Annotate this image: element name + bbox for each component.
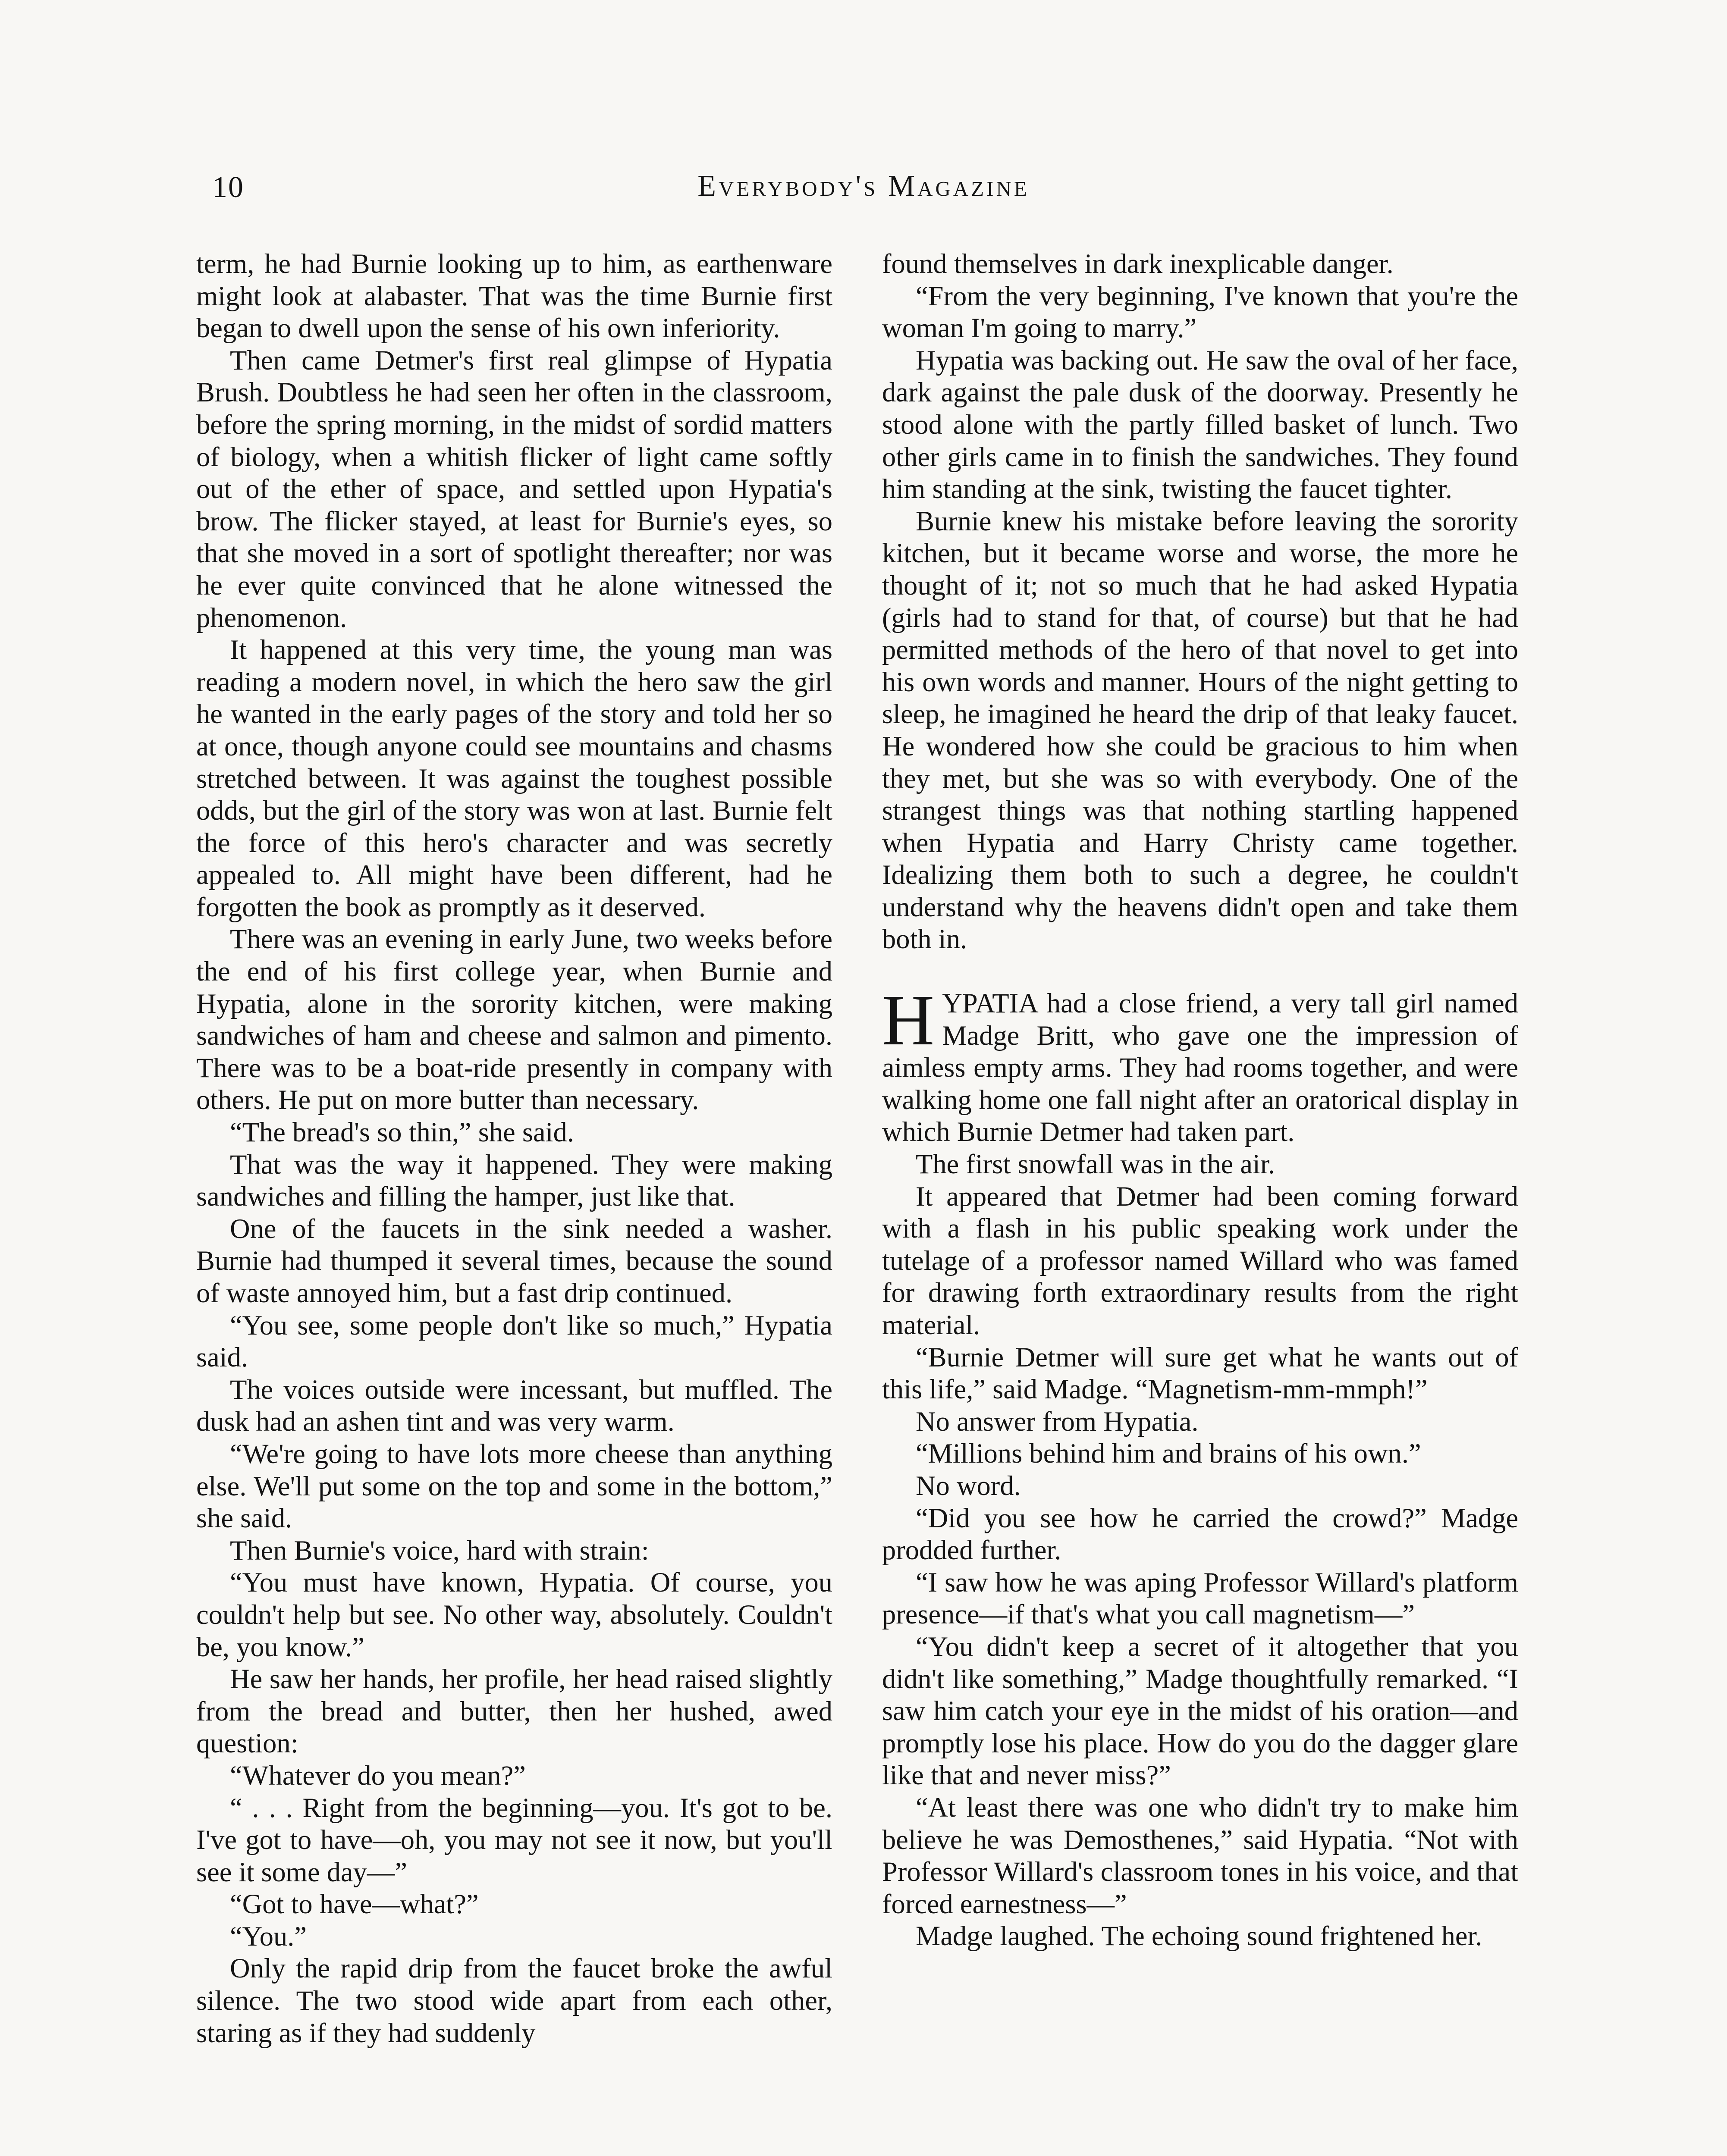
- running-head: Everybody's Magazine: [697, 169, 1030, 203]
- paragraph: “Did you see how he carried the crowd?” Madge prodded further.: [882, 1502, 1518, 1566]
- paragraph: “Millions behind him and brains of his own.”: [916, 1438, 1421, 1469]
- page-number: 10: [212, 171, 244, 204]
- paragraph: found themselves in dark inexplicable danger.: [882, 248, 1394, 279]
- right-column: [882, 248, 1518, 1952]
- section-opening-text: YPATIA had a close friend, a very tall girl named Madge Britt, who gave one the impression of aimless empty arms. They had rooms together, and were walking home one fall night after an oratorical display in which Burnie Detmer had taken part.: [882, 988, 1518, 1147]
- paragraph: That was the way it happened. They were making sandwiches and filling the hamper, just like that.: [196, 1149, 832, 1212]
- paragraph: “Whatever do you mean?”: [230, 1760, 526, 1791]
- left-column: [196, 248, 832, 2049]
- paragraph: “You.”: [230, 1921, 307, 1952]
- paragraph: “From the very beginning, I've known that you're the woman I'm going to marry.”: [882, 280, 1518, 344]
- paragraph: “You see, some people don't like so much,” Hypatia said.: [196, 1310, 832, 1373]
- paragraph: Then came Detmer's first real glimpse of Hypatia Brush. Doubtless he had seen her often in the classroom, before the spring morning, in the midst of sordid matters of biology, when a whitish flicker of light came softly out of the ether of space, and settled upon Hypatia's brow. The flicker stayed, at least for Burnie's eyes, so that she moved in a sort of spotlight thereafter; nor was he ever quite convinced that he alone witnessed the phenomenon.: [196, 345, 832, 633]
- paragraph: “You didn't keep a secret of it altogether that you didn't like something,” Madge thoughtfully remarked. “I saw him catch your eye in the midst of his oration—and promptly lose his place. How do you do the dagger glare like that and never miss?”: [882, 1631, 1518, 1791]
- paragraph: term, he had Burnie looking up to him, as earthenware might look at alabaster. That was the time Burnie first began to dwell upon the sense of his own inferiority.: [196, 248, 832, 344]
- paragraph: No word.: [916, 1470, 1021, 1501]
- paragraph: “At least there was one who didn't try to make him believe he was Demosthenes,” said Hypatia. “Not with Professor Willard's classroom tones in his voice, and that forced earnestness—”: [882, 1792, 1518, 1919]
- paragraph: “Burnie Detmer will sure get what he wants out of this life,” said Madge. “Magnetism-mm-mmph!”: [882, 1341, 1518, 1405]
- paragraph: The first snowfall was in the air.: [916, 1149, 1275, 1180]
- paragraph: Only the rapid drip from the faucet broke the awful silence. The two stood wide apart from each other, staring as if they had suddenly: [196, 1953, 832, 2048]
- paragraph: There was an evening in early June, two weeks before the end of his first college year, when Burnie and Hypatia, alone in the sorority kitchen, were making sandwiches of ham and cheese and salmon and pimento. There was to be a boat-ride presently in company with others. He put on more butter than necessary.: [196, 924, 832, 1116]
- paragraph: “Got to have—what?”: [230, 1889, 479, 1920]
- paragraph: “You must have known, Hypatia. Of course, you couldn't help but see. No other way, absolutely. Couldn't be, you know.”: [196, 1567, 832, 1662]
- section-opening-paragraph: [882, 980, 1518, 1148]
- paragraph: It happened at this very time, the young man was reading a modern novel, in which the hero saw the girl he wanted in the early pages of the story and told her so at once, though anyone could see mountains and chasms stretched between. It was against the toughest possible odds, but the girl of the story was won at last. Burnie felt the force of this hero's character and was secretly appealed to. All might have been different, had he forgotten the book as promptly as it deserved.: [196, 634, 832, 922]
- paragraph: It appeared that Detmer had been coming forward with a flash in his public speaking work under the tutelage of a professor named Willard who was famed for drawing forth extraordinary results from the right material.: [882, 1181, 1518, 1340]
- paragraph: He saw her hands, her profile, her head raised slightly from the bread and butter, then her hushed, awed question:: [196, 1664, 832, 1759]
- paragraph: The voices outside were incessant, but muffled. The dusk had an ashen tint and was very warm.: [196, 1374, 832, 1437]
- paragraph: Burnie knew his mistake before leaving the sorority kitchen, but it became worse and worse, the more he thought of it; not so much that he had asked Hypatia (girls had to stand for that, of course) but that he had permitted methods of the hero of that novel to get into his own words and manner. Hours of the night getting to sleep, he imagined he heard the drip of that leaky faucet. He wondered how she could be gracious to him when they met, but she was so with everybody. One of the strangest things was that nothing startling happened when Hypatia and Harry Christy came together. Idealizing them both to such a degree, he couldn't understand why the heavens didn't open and take them both in.: [882, 505, 1518, 955]
- paragraph: One of the faucets in the sink needed a washer. Burnie had thumped it several times, because the sound of waste annoyed him, but a fast drip continued.: [196, 1213, 832, 1308]
- paragraph: Hypatia was backing out. He saw the oval of her face, dark against the pale dusk of the doorway. Presently he stood alone with the partly filled basket of lunch. Two other girls came in to finish the sandwiches. They found him standing at the sink, twisting the faucet tighter.: [882, 345, 1518, 505]
- paragraph: Madge laughed. The echoing sound frightened her.: [916, 1921, 1482, 1952]
- paragraph: “We're going to have lots more cheese than anything else. We'll put some on the top and some in the bottom,” she said.: [196, 1438, 832, 1534]
- paragraph: Then Burnie's voice, hard with strain:: [230, 1535, 649, 1566]
- paragraph: No answer from Hypatia.: [916, 1406, 1199, 1437]
- paragraph: “ . . . Right from the beginning—you. It's got to be. I've got to have—oh, you may not see it now, but you'll see it some day—”: [196, 1792, 832, 1887]
- drop-cap: H: [882, 980, 935, 1061]
- paragraph: “The bread's so thin,” she said.: [230, 1117, 574, 1148]
- paragraph: “I saw how he was aping Professor Willard's platform presence—if that's what you call magnetism—”: [882, 1567, 1518, 1630]
